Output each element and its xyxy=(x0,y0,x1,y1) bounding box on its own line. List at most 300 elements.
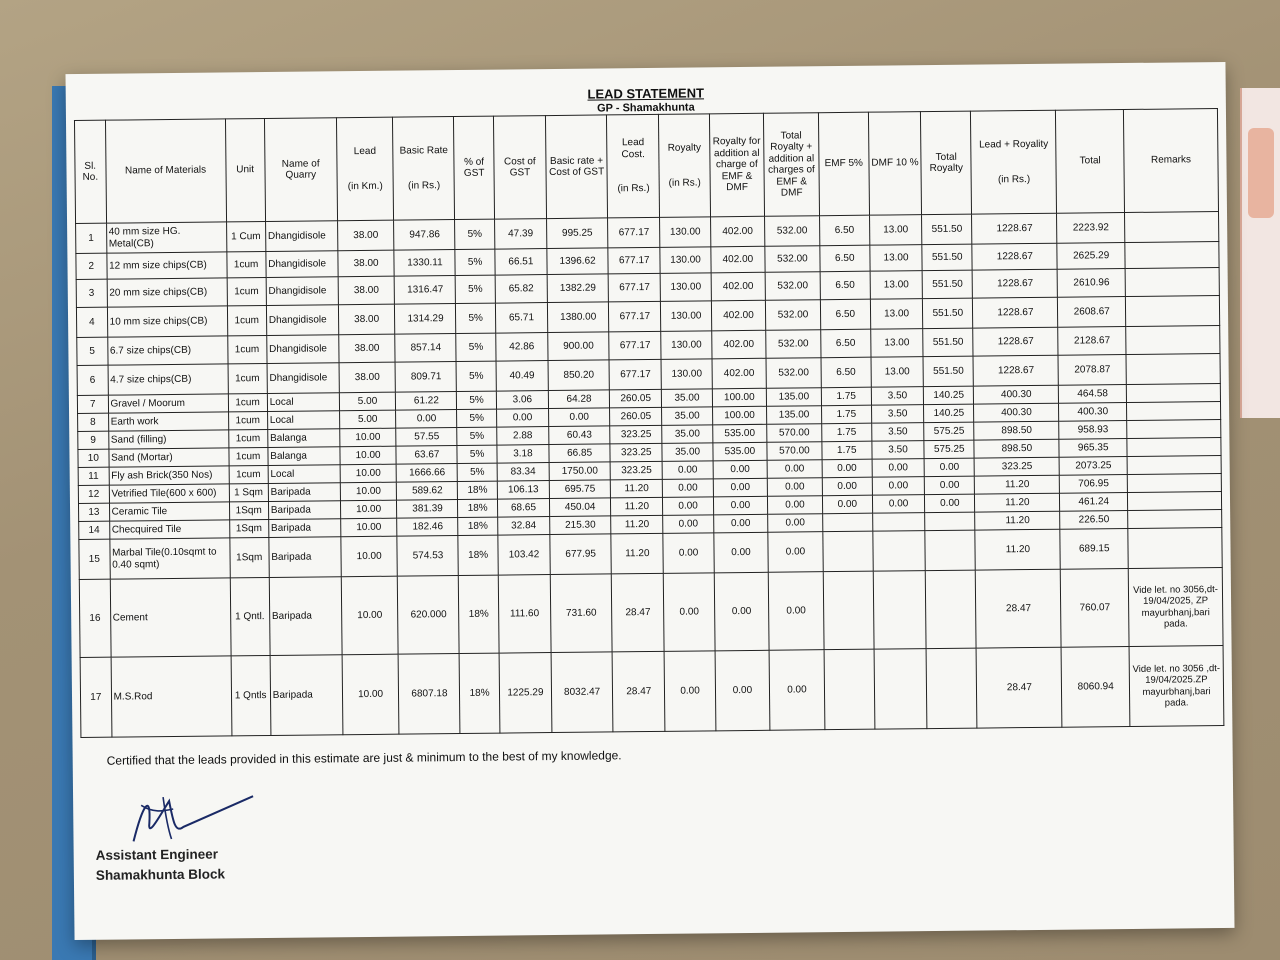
table-cell: 38.00 xyxy=(338,250,395,277)
table-cell: 5% xyxy=(458,463,497,481)
table-row xyxy=(79,568,1223,658)
certification-text: Certified that the leads provided in this estimate are just & minimum to the best of my knowledge. xyxy=(106,748,622,768)
table-cell: 1396.62 xyxy=(547,248,608,275)
table-cell: 0.00 xyxy=(713,460,768,479)
table-cell: 12 mm size chips(CB) xyxy=(106,252,226,279)
table-cell: 11.20 xyxy=(611,515,664,534)
table-cell: 2078.87 xyxy=(1058,355,1126,386)
table-cell: 11.20 xyxy=(975,493,1060,512)
table-cell: Dhangidisole xyxy=(266,277,338,306)
table-cell: 130.00 xyxy=(661,273,711,302)
table-cell: 5% xyxy=(455,249,495,275)
table-cell: 6.7 size chips(CB) xyxy=(107,336,227,365)
table-cell: 575.25 xyxy=(924,422,974,441)
table-cell: 13.00 xyxy=(869,215,922,246)
table-cell: 4 xyxy=(76,307,107,337)
table-cell: Baripada xyxy=(268,501,340,520)
table-cell: 2625.29 xyxy=(1057,243,1125,270)
table-cell: Dhangidisole xyxy=(265,221,337,252)
table-cell xyxy=(926,648,977,729)
table-cell: 260.05 xyxy=(609,389,662,408)
table-cell: 402.00 xyxy=(712,358,767,389)
table-cell: 677.17 xyxy=(608,273,661,302)
table-cell: 2073.25 xyxy=(1059,457,1127,476)
table-cell: 898.50 xyxy=(974,421,1059,440)
table-cell: Local xyxy=(268,465,340,484)
table-cell: 0.00 xyxy=(713,496,768,515)
table-cell: 731.60 xyxy=(550,574,612,653)
table-cell: 706.95 xyxy=(1060,475,1128,494)
table-cell xyxy=(925,530,976,571)
table-cell: 20 mm size chips(CB) xyxy=(107,278,227,307)
table-cell: 1cum xyxy=(227,278,267,306)
table-cell: 0.00 xyxy=(396,410,457,429)
table-cell: 130.00 xyxy=(661,331,711,360)
table-cell: 1382.29 xyxy=(547,274,608,303)
table-cell: 40 mm size HG. Metal(CB) xyxy=(106,222,226,253)
table-cell: 1228.67 xyxy=(972,243,1057,270)
table-cell: 898.50 xyxy=(974,439,1059,458)
table-cell: 11.20 xyxy=(975,529,1060,570)
table-cell: 402.00 xyxy=(710,216,765,247)
column-header: DMF 10 % xyxy=(868,112,921,216)
table-cell: 1cum xyxy=(228,394,267,412)
table-cell: 6807.18 xyxy=(399,654,461,735)
table-cell: 35.00 xyxy=(662,443,712,462)
table-cell: 689.15 xyxy=(1060,528,1128,569)
table-cell: 103.42 xyxy=(498,535,551,576)
table-cell: 63.67 xyxy=(396,446,457,465)
signatory-block xyxy=(96,844,225,886)
table-cell: 551.50 xyxy=(922,244,972,271)
table-cell: 0.00 xyxy=(768,532,823,573)
table-cell: 0.00 xyxy=(713,478,768,497)
table-cell: 1666.66 xyxy=(397,464,458,483)
table-cell: 809.71 xyxy=(395,362,456,393)
table-cell: 57.55 xyxy=(396,428,457,447)
table-cell: 18% xyxy=(458,517,497,535)
table-cell: 182.46 xyxy=(397,518,458,537)
table-cell: 68.65 xyxy=(497,499,550,518)
table-cell: 551.50 xyxy=(922,270,972,299)
table-cell: 65.82 xyxy=(495,275,548,304)
table-cell: 461.24 xyxy=(1060,492,1128,511)
table-cell: 2610.96 xyxy=(1058,269,1126,298)
table-cell xyxy=(823,571,874,650)
table-cell: 10.00 xyxy=(340,464,397,483)
table-cell: 11.20 xyxy=(611,497,664,516)
table-cell: 3 xyxy=(76,279,107,307)
table-cell: 1 Sqm xyxy=(229,483,268,501)
table-cell: Dhangidisole xyxy=(267,363,339,394)
table-cell: 0.00 xyxy=(822,495,872,514)
table-cell: 0.00 xyxy=(663,533,714,574)
table-cell: Dhangidisole xyxy=(266,251,338,278)
table-cell xyxy=(925,512,975,531)
table-cell: 0.00 xyxy=(663,461,713,480)
table-cell: 10.00 xyxy=(342,654,400,735)
remarks-cell xyxy=(1127,402,1221,421)
table-cell: 66.85 xyxy=(549,444,610,463)
table-cell: 8032.47 xyxy=(551,652,613,733)
table-cell: 323.25 xyxy=(610,443,663,462)
table-cell: 1cum xyxy=(228,364,268,394)
table-cell: Vetrified Tile(600 x 600) xyxy=(109,484,229,503)
table-cell: 532.00 xyxy=(766,358,821,389)
table-cell: 66.51 xyxy=(495,249,548,276)
table-cell: 535.00 xyxy=(712,424,767,443)
table-cell: 589.62 xyxy=(397,482,458,501)
table-cell: Dhangidisole xyxy=(266,335,338,364)
table-cell: 532.00 xyxy=(766,300,821,331)
table-cell: 0.00 xyxy=(496,409,549,428)
table-cell: 13 xyxy=(78,503,109,521)
table-cell: 0.00 xyxy=(715,650,770,731)
table-cell: 0.00 xyxy=(663,479,713,498)
table-cell: 1 Qntl. xyxy=(230,577,270,655)
table-header-row xyxy=(74,109,1218,224)
remarks-cell xyxy=(1127,438,1221,457)
table-cell: 40.49 xyxy=(496,361,549,392)
table-cell xyxy=(824,649,875,730)
table-cell: 323.25 xyxy=(610,461,663,480)
table-cell: 38.00 xyxy=(338,276,395,305)
table-cell: 0.00 xyxy=(664,573,715,652)
table-cell: 13.00 xyxy=(870,299,923,330)
document-subtitle: GP - Shamakhunta xyxy=(597,101,695,115)
table-cell: 402.00 xyxy=(710,246,765,273)
table-cell: 2128.67 xyxy=(1058,327,1126,356)
table-cell: 8 xyxy=(78,413,109,431)
table-cell: 0.00 xyxy=(713,514,768,533)
table-cell: 575.25 xyxy=(924,440,974,459)
table-cell: 6 xyxy=(77,365,108,395)
table-cell: 5.00 xyxy=(339,410,396,429)
table-cell: 677.17 xyxy=(609,359,662,390)
table-cell: 10.00 xyxy=(340,446,397,465)
table-cell: 0.00 xyxy=(663,497,713,516)
table-cell: 35.00 xyxy=(662,389,712,408)
table-cell: Baripada xyxy=(270,655,343,736)
table-cell: 402.00 xyxy=(711,272,766,301)
table-cell: 1Sqm xyxy=(229,519,268,537)
table-cell: Balanga xyxy=(267,429,339,448)
table-cell: 3.50 xyxy=(871,387,924,406)
table-cell: Checquired Tile xyxy=(109,520,229,539)
table-cell: Baripada xyxy=(268,483,340,502)
column-header: Lead Cost. (in Rs.) xyxy=(607,114,660,218)
table-cell: 18% xyxy=(458,481,497,499)
column-header: Lead + Royality (in Rs.) xyxy=(971,110,1057,214)
remarks-cell xyxy=(1125,242,1219,269)
table-cell: 1cum xyxy=(228,412,267,430)
table-cell: 13.00 xyxy=(871,357,924,388)
table-cell: 450.04 xyxy=(550,498,611,517)
table-cell: 5% xyxy=(457,427,496,445)
table-cell: 35.00 xyxy=(662,425,712,444)
table-cell: 1.75 xyxy=(821,423,871,442)
column-header: Total Royalty + addition al charges of EMF & DMF xyxy=(764,113,820,217)
table-cell: 5% xyxy=(455,219,495,249)
table-cell: 0.00 xyxy=(665,651,716,732)
table-cell: 135.00 xyxy=(766,388,821,407)
table-cell: 0.00 xyxy=(925,494,975,513)
column-header: Unit xyxy=(225,119,265,222)
table-cell: 1225.29 xyxy=(499,653,552,734)
document-sheet xyxy=(65,62,1234,940)
table-cell: 965.35 xyxy=(1059,439,1127,458)
table-cell: 14 xyxy=(79,521,110,539)
table-cell: 570.00 xyxy=(767,442,822,461)
table-cell: 532.00 xyxy=(765,272,820,301)
signatory-office: Shamakhunta Block xyxy=(95,866,226,884)
table-cell: 17 xyxy=(80,657,111,737)
table-cell: 130.00 xyxy=(662,359,712,390)
table-cell: 135.00 xyxy=(767,406,822,425)
table-cell: 60.43 xyxy=(549,426,610,445)
table-cell: 28.47 xyxy=(611,573,664,652)
table-cell: 10 mm size chips(CB) xyxy=(107,306,227,337)
table-cell: 5.00 xyxy=(339,392,396,411)
table-cell: 0.00 xyxy=(768,514,823,533)
column-header: Basic Rate (in Rs.) xyxy=(393,117,455,221)
table-cell: 1228.67 xyxy=(973,327,1058,356)
table-cell: 6.50 xyxy=(820,329,870,358)
table-cell: 18% xyxy=(458,535,498,575)
table-cell: 402.00 xyxy=(711,300,766,331)
table-cell: 10 xyxy=(78,449,109,467)
table-cell: 5% xyxy=(456,303,496,333)
table-cell: 1 Qntls xyxy=(231,655,271,735)
table-body xyxy=(76,212,1224,738)
table-cell: 130.00 xyxy=(660,217,710,248)
table-cell: 260.05 xyxy=(610,407,663,426)
table-cell: Gravel / Moorum xyxy=(108,394,228,413)
table-cell: 0.00 xyxy=(713,532,768,573)
table-cell: 0.00 xyxy=(924,458,974,477)
table-cell: 532.00 xyxy=(766,330,821,359)
table-cell: 7 xyxy=(77,395,108,413)
table-cell: 13.00 xyxy=(870,245,923,272)
table-cell: 32.84 xyxy=(497,517,550,536)
remarks-cell: Vide let. no 3056,dt-19/04/2025, ZP mayurbhanj,bari pada. xyxy=(1128,568,1223,647)
table-cell: 400.30 xyxy=(974,403,1059,422)
table-cell: Cement xyxy=(110,578,231,657)
table-cell: 1cum xyxy=(228,448,267,466)
table-cell: 1228.67 xyxy=(972,269,1057,298)
table-cell: 0.00 xyxy=(549,408,610,427)
table-cell: 13.00 xyxy=(870,271,923,300)
remarks-cell xyxy=(1128,528,1222,569)
table-cell: 900.00 xyxy=(548,332,609,361)
table-cell: 695.75 xyxy=(549,480,610,499)
table-cell: Marbal Tile(0.10sqmt to 0.40 sqmt) xyxy=(109,538,229,579)
column-header: Total Royalty xyxy=(921,111,972,215)
table-cell: 5 xyxy=(77,337,108,365)
table-cell: 1cum xyxy=(226,252,266,278)
table-cell: 1 Cum xyxy=(226,222,266,252)
table-cell: 574.53 xyxy=(397,536,458,577)
table-cell: 1cum xyxy=(229,465,268,483)
column-header: Lead (in Km.) xyxy=(336,117,394,221)
table-cell: 323.25 xyxy=(610,425,663,444)
table-cell: 0.00 xyxy=(872,459,925,478)
column-header: Total xyxy=(1056,110,1125,214)
table-cell: 5% xyxy=(456,275,496,303)
table-cell: 35.00 xyxy=(662,407,712,426)
table-cell: Sand (Mortar) xyxy=(108,448,228,467)
table-cell: 16 xyxy=(79,579,110,657)
table-cell: 12 xyxy=(78,485,109,503)
table-cell: 0.00 xyxy=(822,459,872,478)
table-cell xyxy=(925,570,976,649)
table-cell: 1314.29 xyxy=(395,304,456,335)
table-cell: 532.00 xyxy=(765,216,820,247)
table-cell: 64.28 xyxy=(548,390,609,409)
table-cell: Earth work xyxy=(108,412,228,431)
table-cell: 1228.67 xyxy=(973,355,1058,386)
table-cell: 0.00 xyxy=(822,477,872,496)
table-cell: 402.00 xyxy=(711,330,766,359)
table-cell: 226.50 xyxy=(1060,510,1128,529)
table-cell: 100.00 xyxy=(712,406,767,425)
table-cell: 18% xyxy=(459,575,499,653)
table-cell: 38.00 xyxy=(337,220,394,251)
table-cell: 28.47 xyxy=(612,651,665,732)
table-cell: 5% xyxy=(457,445,496,463)
column-header: Name of Materials xyxy=(105,119,226,223)
column-header: Royalty (in Rs.) xyxy=(659,114,710,218)
table-cell: 532.00 xyxy=(765,246,820,273)
remarks-cell xyxy=(1125,268,1219,297)
table-cell: 38.00 xyxy=(338,304,395,335)
table-cell: 10.00 xyxy=(341,576,399,655)
column-header: Basic rate + Cost of GST xyxy=(546,115,608,219)
remarks-cell xyxy=(1127,420,1221,439)
table-cell: 570.00 xyxy=(767,424,822,443)
signature-mark xyxy=(113,782,264,854)
table-cell: 400.30 xyxy=(1059,403,1127,422)
table-cell: 677.95 xyxy=(550,534,611,575)
table-cell: 11.20 xyxy=(610,479,663,498)
table-cell: 1.75 xyxy=(821,405,871,424)
table-cell: 106.13 xyxy=(497,481,550,500)
table-cell: 0.00 xyxy=(663,515,713,534)
table-cell: 140.25 xyxy=(924,404,974,423)
table-cell: 8060.94 xyxy=(1061,646,1129,727)
table-cell: 947.86 xyxy=(394,220,455,251)
table-cell: 535.00 xyxy=(713,442,768,461)
table-cell: 65.71 xyxy=(495,303,548,334)
table-cell: 1228.67 xyxy=(972,213,1057,244)
table-cell: 18% xyxy=(458,499,497,517)
table-cell: 6.50 xyxy=(820,299,870,330)
document-title: LEAD STATEMENT xyxy=(587,85,705,102)
table-cell: 2223.92 xyxy=(1057,213,1125,244)
table-cell: Local xyxy=(267,411,339,430)
table-cell: 0.00 xyxy=(769,650,824,731)
table-cell: 9 xyxy=(78,431,109,449)
column-header: Sl. No. xyxy=(74,120,106,223)
table-cell: 42.86 xyxy=(495,333,548,362)
column-header: Cost of GST xyxy=(493,116,546,220)
table-cell: 11.20 xyxy=(611,533,664,574)
table-cell: 551.50 xyxy=(922,214,972,245)
table-cell: 10.00 xyxy=(340,482,397,501)
table-cell: 1316.47 xyxy=(395,276,456,305)
table-cell: 6.50 xyxy=(819,215,869,246)
remarks-cell xyxy=(1126,326,1220,355)
table-cell: 1 xyxy=(76,223,107,253)
table-cell: 1.75 xyxy=(822,441,872,460)
table-cell: 111.60 xyxy=(498,575,551,654)
table-cell: 5% xyxy=(457,361,497,391)
table-cell: 3.06 xyxy=(496,391,549,410)
table-cell: Baripada xyxy=(269,577,342,656)
remarks-cell xyxy=(1126,354,1220,385)
table-cell: 11.20 xyxy=(975,511,1060,530)
table-cell: 10.00 xyxy=(340,500,397,519)
table-cell: 381.39 xyxy=(397,500,458,519)
table-cell: 857.14 xyxy=(395,334,456,363)
table-cell: 551.50 xyxy=(923,328,973,357)
table-cell: 0.00 xyxy=(768,572,823,651)
table-cell: 215.30 xyxy=(550,516,611,535)
column-header: Remarks xyxy=(1123,109,1218,213)
remarks-cell xyxy=(1127,456,1221,475)
column-header: Royalty for addition al charge of EMF & DMF xyxy=(709,113,765,217)
remarks-cell xyxy=(1128,510,1222,529)
table-cell: 760.07 xyxy=(1061,568,1129,647)
table-cell: Baripada xyxy=(268,519,340,538)
remarks-cell xyxy=(1125,296,1219,327)
table-cell xyxy=(823,531,874,572)
table-cell: 28.47 xyxy=(976,569,1062,648)
table-cell: 1cum xyxy=(227,336,267,364)
table-cell: 0.00 xyxy=(872,477,925,496)
table-cell: 677.17 xyxy=(609,331,662,360)
table-cell: 620.000 xyxy=(398,576,460,655)
lead-statement-table xyxy=(74,108,1224,738)
table-cell: 2.88 xyxy=(496,427,549,446)
table-cell: 464.58 xyxy=(1059,385,1127,404)
remarks-cell: Vide let. no 3056 ,dt-19/04/2025.ZP mayurbhanj,bari pada. xyxy=(1129,646,1224,727)
table-cell: 6.50 xyxy=(821,357,871,388)
table-cell: 551.50 xyxy=(923,298,973,329)
table-cell: 5% xyxy=(456,333,496,361)
table-cell: Balanga xyxy=(268,447,340,466)
table-cell: 1380.00 xyxy=(547,302,608,333)
table-cell: Local xyxy=(267,393,339,412)
table-cell: 10.00 xyxy=(340,518,397,537)
table-cell: 11 xyxy=(78,467,109,485)
table-cell: 677.17 xyxy=(608,247,661,274)
table-cell: 28.47 xyxy=(976,647,1062,728)
table-cell: 677.17 xyxy=(608,217,661,248)
table-cell: 1330.11 xyxy=(394,250,455,277)
table-cell xyxy=(873,531,926,572)
table-cell: Sand (filling) xyxy=(108,430,228,449)
table-cell: 0.00 xyxy=(872,495,925,514)
remarks-cell xyxy=(1127,474,1221,493)
table-cell: 0.00 xyxy=(767,478,822,497)
table-cell: Fly ash Brick(350 Nos) xyxy=(109,466,229,485)
table-cell: 1Sqm xyxy=(229,501,268,519)
table-cell: 1228.67 xyxy=(973,297,1058,328)
table-cell: 5% xyxy=(457,409,496,427)
table-cell: 0.00 xyxy=(924,476,974,495)
table-cell: 18% xyxy=(460,653,500,733)
